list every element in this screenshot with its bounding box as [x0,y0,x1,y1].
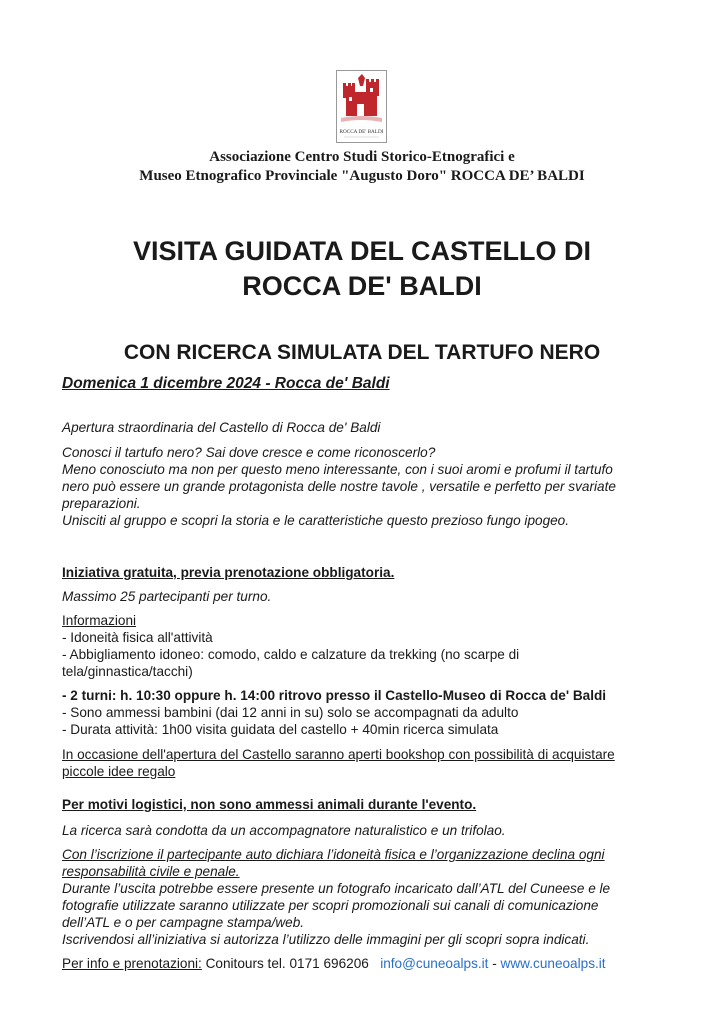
intro-line: Meno conosciuto ma non per questo meno interessante, con i suoi aromi e profumi il tartufo [62,462,613,477]
intro-line: Unisciti al gruppo e scopri la storia e le caratteristiche questo prezioso fungo ipogeo. [62,513,570,528]
logo-text: ROCCA DE' BALDI [339,129,384,135]
intro-line: nero può essere un grande protagonista delle nostre tavole , versatile e perfetto per svariate [62,479,616,494]
free-initiative-notice: Iniziativa gratuita, previa prenotazione obbligatoria. [62,565,395,580]
turns-section [62,687,662,738]
contact-email-link[interactable]: info@cuneoalps.it [380,956,489,971]
animals-notice: Per motivi logistici, non sono ammessi animali durante l'evento. [62,797,477,812]
contact-separator: - [488,956,501,971]
contact-website-link[interactable]: www.cuneoalps.it [500,956,606,971]
bookshop-line-2: piccole idee regalo [62,764,176,779]
association-header [0,148,724,186]
bookshop-line-1: In occasione dell'apertura del Castello saranno aperti bookshop con possibilità di acquistare [62,747,615,762]
opening-text: Apertura straordinaria del Castello di Rocca de' Baldi [62,420,381,435]
info-item: - Abbigliamento idoneo: comodo, caldo e calzature da trekking (no scarpe di [62,647,520,662]
info-heading: Informazioni [62,613,137,628]
kids-notice: - Sono ammessi bambini (dai 12 anni in su) solo se accompagnati da adulto [62,705,519,720]
title-line-1: VISITA GUIDATA DEL CASTELLO DI [133,236,591,266]
page-subtitle: CON RICERCA SIMULATA DEL TARTUFO NERO [123,341,601,364]
contact-org: Conitours tel. 0171 696206 [205,956,369,971]
liability-line-2: responsabilità civile e penale. [62,864,240,879]
info-item: - Idoneità fisica all'attività [62,630,213,645]
info-item: tela/ginnastica/tacchi) [62,664,193,679]
photo-line: fotografie utilizzate saranno utilizzate per scopri promozionali sui canali di comunicazione [62,898,599,913]
association-line-1: Associazione Centro Studi Storico-Etnografici e [209,149,515,165]
turns-schedule: - 2 turni: h. 10:30 oppure h. 14:00 ritrovo presso il Castello-Museo di Rocca de' Baldi [62,688,607,703]
intro-line: preparazioni. [62,496,141,511]
castle-logo-icon [336,70,387,143]
liability-section [62,846,662,948]
page-title [0,234,724,304]
intro-line: Conosci il tartufo nero? Sai dove cresce e come riconoscerlo? [62,445,436,460]
photo-line: dell’ATL e o per campagne stampa/web. [62,915,305,930]
association-line-2: Museo Etnografico Provinciale "Augusto Doro" ROCCA DE’ BALDI [139,168,585,184]
duration-notice: - Durata attività: 1h00 visita guidata del castello + 40min ricerca simulata [62,722,499,737]
guide-notice: La ricerca sarà condotta da un accompagnatore naturalistico e un trifolao. [62,823,506,838]
contact-line [62,955,662,972]
association-logo [336,70,387,143]
liability-line-1: Con l’iscrizione il partecipante auto dichiara l’idoneità fisica e l’organizzazione declina ogni [62,847,605,862]
photo-line: Iscrivendosi all’iniziativa si autorizza l’utilizzo delle immagini per gli scopri sopra indicati. [62,932,590,947]
bookshop-notice [62,746,662,780]
contact-label: Per info e prenotazioni: [62,956,202,971]
photo-line: Durante l’uscita potrebbe essere presente un fotografo incaricato dall’ATL del Cuneese e le [62,881,611,896]
title-line-2: ROCCA DE' BALDI [242,271,482,301]
event-date: Domenica 1 dicembre 2024 - Rocca de' Baldi [62,375,390,392]
max-participants: Massimo 25 partecipanti per turno. [62,589,272,604]
intro-paragraph [62,444,662,529]
info-section [62,612,662,680]
